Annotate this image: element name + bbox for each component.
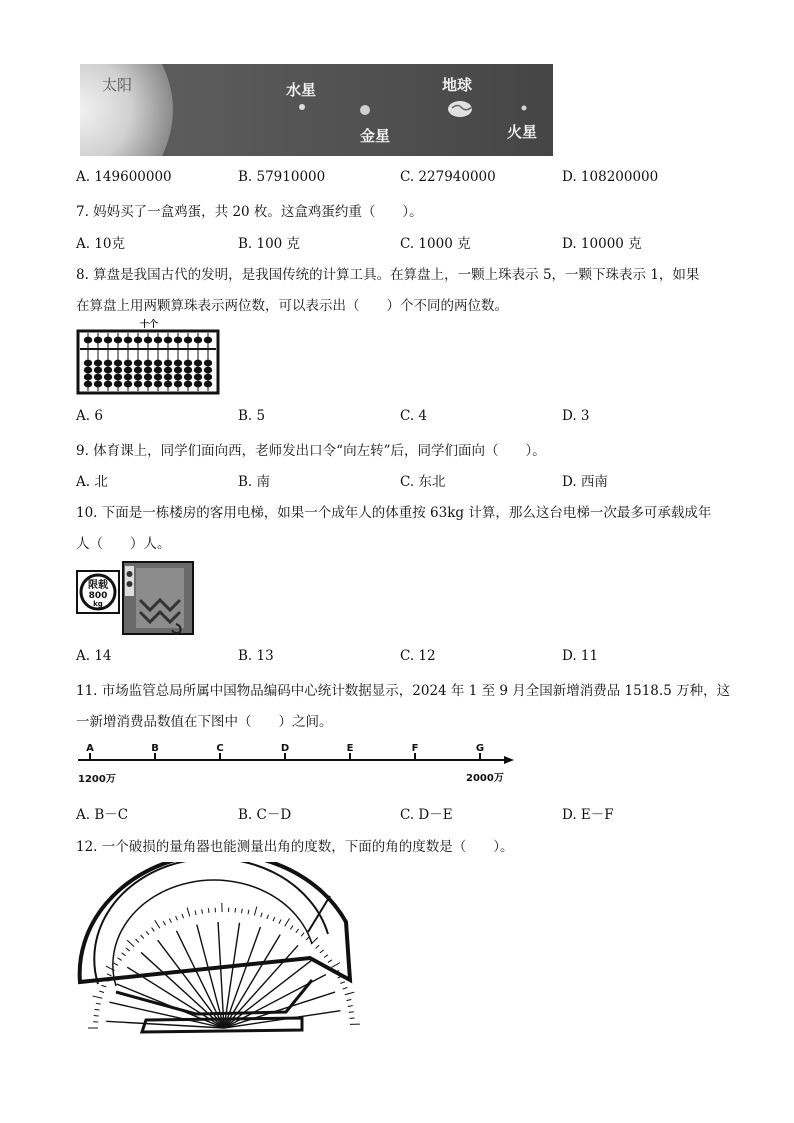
protractor-tick [126,948,130,951]
q11-option-c[interactable]: C. D－E [400,807,453,823]
protractor-tick [107,974,111,976]
protractor-tick [349,1012,354,1013]
abacus-lower-bead [134,367,142,374]
protractor-tick [182,914,184,918]
q11-question-line2: 一新增消费品数值在下图中（ ）之间。 [76,714,333,730]
protractor-tick [99,991,104,992]
abacus-upper-bead [164,337,172,344]
abacus-lower-bead [164,360,172,367]
abacus-lower-bead [164,367,172,374]
abacus-lower-bead [144,374,152,381]
number-line-point-d: D [280,743,290,754]
abacus-lower-bead [84,360,92,367]
q6-option-b[interactable]: B. 57910000 [238,169,326,185]
q6-options [76,169,756,187]
abacus-lower-bead [204,381,212,388]
protractor-tick [267,915,269,919]
q10-question-line1: 10. 下面是一栋楼房的客用电梯，如果一个成年人的体重按 63kg 计算，那么这台电梯一次最多可承载成年 [76,505,712,521]
q8-option-d[interactable]: D. 3 [562,408,590,424]
label-sun: 太阳 [102,76,133,94]
abacus-upper-bead [134,337,142,344]
label-mercury: 水星 [286,81,317,99]
abacus-lower-bead [144,367,152,374]
protractor-tick [340,982,345,984]
abacus-lower-bead [124,374,132,381]
abacus-lower-bead [204,360,212,367]
abacus-upper-bead [124,337,132,344]
protractor-tick [311,937,318,944]
protractor-tick [328,960,332,963]
abacus-upper-bead [194,337,202,344]
number-line-start-label: 1200万 [78,774,116,785]
q9-option-c[interactable]: C. 东北 [400,474,446,490]
protractor-tick [95,1009,100,1010]
protractor-tick [102,985,107,987]
protractor-tick [248,910,249,915]
abacus-lower-bead [184,374,192,381]
abacus-lower-bead [84,374,92,381]
protractor-tick [279,920,281,924]
q9-option-d[interactable]: D. 西南 [562,474,608,490]
protractor-tick [187,908,190,917]
abacus-upper-bead [184,337,192,344]
protractor-tick [155,920,160,928]
abacus-lower-bead [94,374,102,381]
abacus-lower-bead [204,374,212,381]
abacus-lower-bead [154,374,162,381]
q7-question: 7. 妈妈买了一盒鸡蛋，共 20 枚。这盒鸡蛋约重（ ）。 [76,204,423,220]
protractor-tick [285,918,290,926]
abacus-lower-bead [184,360,192,367]
q9-option-a[interactable]: A. 北 [76,474,108,490]
protractor-tick [320,950,324,953]
protractor-tick [146,931,149,935]
q11-option-d[interactable]: D. E－F [562,807,614,823]
protractor-tick [127,940,134,946]
q6-option-c[interactable]: C. 227940000 [400,169,496,185]
number-line-point-a: A [86,743,94,754]
abacus-lower-bead [184,381,192,388]
abacus-lower-bead [194,381,202,388]
abacus-lower-bead [184,367,192,374]
abacus-upper-bead [144,337,152,344]
abacus-lower-bead [134,381,142,388]
abacus-lower-bead [154,381,162,388]
number-line [76,740,516,786]
abacus-lower-bead [104,381,112,388]
q8-question-line1: 8. 算盘是我国古代的发明，是我国传统的计算工具。在算盘上，一颗上珠表示 5，一颗下珠表示 1，如果 [76,267,700,283]
abacus-lower-bead [164,381,172,388]
abacus-lower-bead [124,367,132,374]
q11-question-line1: 11. 市场监管总局所属中国物品编码中心统计数据显示，2024 年 1 至 9 月全国新增消费品 1518.5 万种，这 [76,683,731,699]
abacus-lower-bead [84,367,92,374]
abacus-lower-bead [104,374,112,381]
abacus-lower-bead [194,374,202,381]
abacus-lower-bead [164,374,172,381]
q9-option-b[interactable]: B. 南 [238,474,271,490]
abacus-lower-bead [114,367,122,374]
protractor-tick [163,921,165,925]
q7-option-b[interactable]: B. 100 克 [238,236,301,252]
q11-options [76,803,756,821]
protractor-tick [202,909,203,914]
protractor-tick [96,1003,101,1004]
q8-options [76,408,756,426]
q8-option-c[interactable]: C. 4 [400,408,428,424]
q6-option-a[interactable]: A. 149600000 [76,169,172,185]
abacus-lower-bead [94,367,102,374]
q10-option-c[interactable]: C. 12 [400,648,436,664]
abacus-lower-bead [194,360,202,367]
protractor-tick [343,988,348,990]
number-line-point-e: E [346,743,354,754]
protractor-tick [348,1006,353,1007]
protractor-image [76,862,360,1040]
q10-option-b[interactable]: B. 13 [238,648,274,664]
protractor-tick [316,945,320,948]
abacus-lower-bead [84,381,92,388]
q8-option-a[interactable]: A. 6 [76,408,103,424]
abacus-lower-bead [124,381,132,388]
label-venus: 金星 [360,127,391,145]
load-limit-value: 800 [88,591,108,601]
abacus-lower-bead [134,374,142,381]
protractor-tick [208,908,209,913]
protractor-tick [176,916,178,920]
q8-question-line2: 在算盘上用两颗算珠表示两位数，可以表示出（ ）个不同的两位数。 [76,298,508,314]
abacus-lower-bead [134,360,142,367]
abacus-place-label: 十个 [140,320,159,330]
abacus-upper-bead [94,337,102,344]
number-line-point-g: G [475,743,485,754]
label-mars: 火星 [507,123,538,141]
protractor-tick [261,913,262,917]
abacus-lower-bead [204,367,212,374]
protractor-tick [296,929,299,933]
abacus-lower-bead [144,360,152,367]
abacus-upper-bead [114,337,122,344]
abacus-lower-bead [174,360,182,367]
abacus-lower-bead [174,374,182,381]
q7-options [76,232,756,250]
protractor-tick [273,917,275,921]
protractor-tick [324,955,328,958]
number-line-point-f: F [411,743,419,754]
q9-question: 9. 体育课上，同学们面向西，老师发出口令“向左转”后，同学们面向（ ）。 [76,443,546,459]
protractor-tick [141,935,144,939]
abacus-lower-bead [104,367,112,374]
elevator-image [76,560,194,638]
number-line-point-b: B [151,743,159,754]
abacus-lower-bead [154,360,162,367]
q6-option-d[interactable]: D. 108200000 [562,169,659,185]
q9-options [76,470,756,488]
abacus-lower-bead [114,360,122,367]
protractor-tick [136,939,139,942]
abacus-image [76,318,222,396]
protractor-ray [141,952,224,1028]
q10-option-a[interactable]: A. 14 [76,648,112,664]
protractor-tick [242,909,243,914]
abacus-lower-bead [124,360,132,367]
protractor-tick [122,953,126,956]
abacus-upper-bead [204,337,212,344]
abacus-upper-bead [174,337,182,344]
q7-option-c[interactable]: C. 1000 克 [400,236,471,252]
protractor-tick [331,963,340,968]
abacus-lower-bead [114,381,122,388]
protractor-tick [301,933,304,937]
q11-option-a[interactable]: A. B－C [76,807,129,823]
q12-question: 12. 一个破损的量角器也能测量出角的度数，下面的角的度数是（ ）。 [76,839,514,855]
q11-option-b[interactable]: B. C－D [238,807,292,823]
protractor-tick [345,992,355,995]
q10-options [76,648,756,666]
q7-option-a[interactable]: A. 10克 [76,236,126,252]
number-line-point-c: C [216,743,224,754]
protractor-tick [306,937,309,940]
protractor-tick [114,963,118,965]
protractor-tick [152,928,155,932]
abacus-upper-bead [104,337,112,344]
q7-option-d[interactable]: D. 10000 克 [562,236,642,252]
abacus-lower-bead [94,360,102,367]
abacus-lower-bead [144,381,152,388]
protractor-tick [346,999,351,1000]
q8-option-b[interactable]: B. 5 [238,408,266,424]
load-limit-label: 限载 [88,580,108,591]
abacus-upper-bead [154,337,162,344]
number-line-end-label: 2000万 [466,773,504,784]
abacus-lower-bead [174,367,182,374]
q10-question-line2: 人（ ）人。 [76,536,171,552]
load-limit-unit: kg [93,600,103,608]
protractor-tick [169,918,171,922]
protractor-tick [254,907,256,916]
protractor-tick [290,926,293,930]
abacus-lower-bead [174,381,182,388]
protractor-tick [195,910,196,914]
abacus-lower-bead [104,360,112,367]
planets-image [80,64,553,156]
protractor-tick [93,996,103,998]
abacus-lower-bead [154,367,162,374]
abacus-lower-bead [94,381,102,388]
abacus-lower-bead [114,374,122,381]
protractor-tick [118,958,122,961]
label-earth: 地球 [442,76,473,94]
q10-option-d[interactable]: D. 11 [562,648,599,664]
abacus-lower-bead [194,367,202,374]
abacus-upper-bead [84,337,92,344]
